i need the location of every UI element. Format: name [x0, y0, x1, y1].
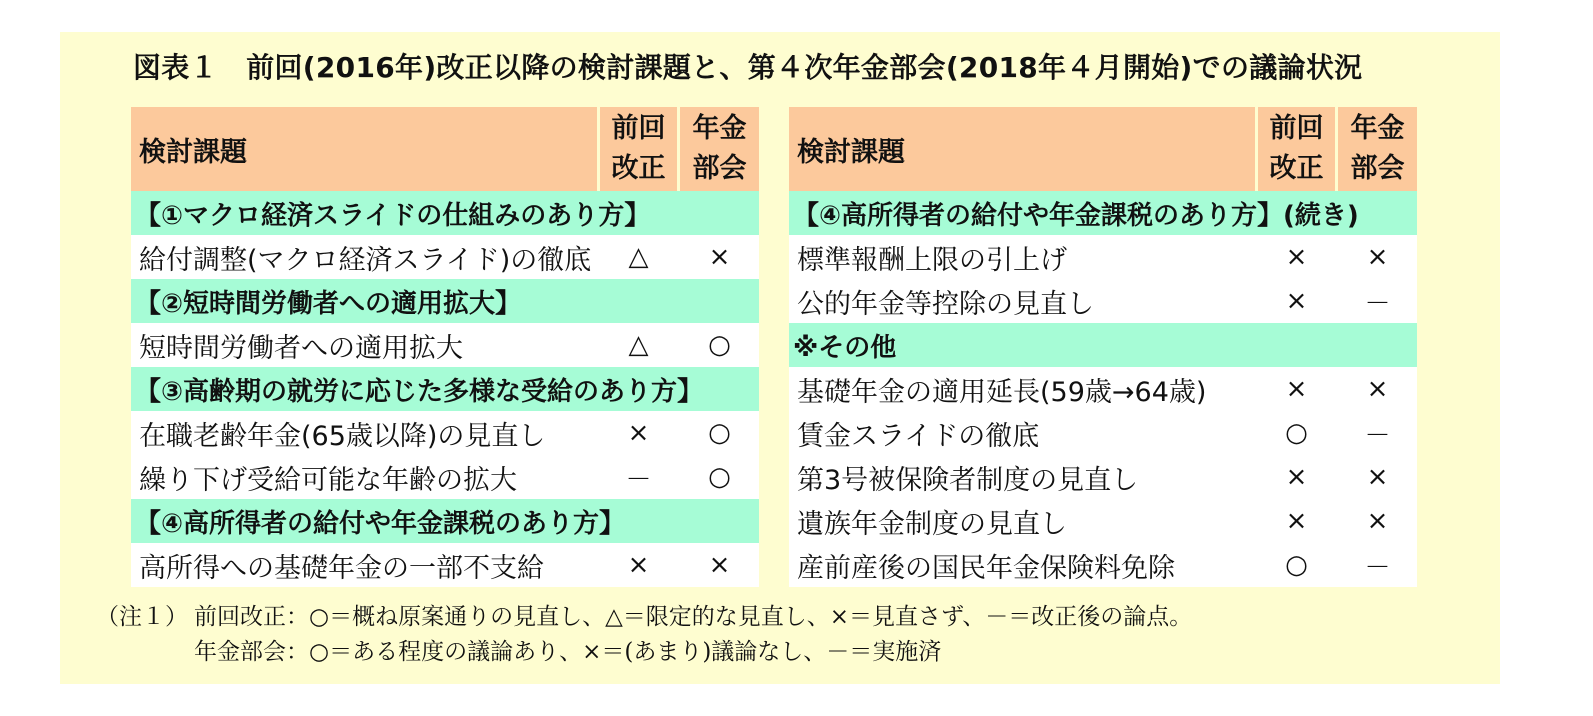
pension-panel-mark: －	[1364, 552, 1391, 583]
table-row	[131, 323, 759, 367]
pension-panel-mark: ×	[1366, 242, 1389, 272]
table-row	[789, 411, 1417, 455]
table-row	[789, 367, 1417, 411]
pension-panel-mark: －	[1364, 288, 1391, 319]
topic-cell: 短時間労働者への適用拡大	[139, 332, 463, 364]
table-row	[789, 499, 1417, 543]
table-row	[131, 455, 759, 499]
table-row	[131, 543, 759, 587]
footnote-label: （注１）	[96, 604, 188, 630]
table-header	[131, 107, 759, 191]
topic-cell: 高所得への基礎年金の一部不支給	[139, 552, 544, 584]
topic-cell: 第3号被保険者制度の見直し	[797, 464, 1139, 496]
left-table	[131, 107, 759, 587]
previous-revision-mark: －	[625, 464, 652, 495]
group-row	[131, 279, 759, 323]
previous-revision-mark: △	[628, 242, 649, 272]
header-previous-revision: 前回 改正	[1258, 107, 1335, 191]
pension-panel-mark: ○	[708, 418, 731, 448]
topic-cell: 賃金スライドの徹底	[797, 420, 1040, 452]
previous-revision-mark: ×	[1285, 506, 1308, 536]
pension-panel-mark: －	[1364, 420, 1391, 451]
previous-revision-mark: ○	[1285, 550, 1308, 580]
group-row	[131, 191, 759, 235]
group-label: 【④高所得者の給付や年金課税のあり方】(続き)	[793, 200, 1359, 231]
pension-panel-mark: ×	[1366, 506, 1389, 536]
table-row	[131, 235, 759, 279]
topic-cell: 基礎年金の適用延長(59歳→64歳)	[797, 376, 1207, 408]
footnote-text: 前回改正：○＝概ね原案通りの見直し、△＝限定的な見直し、×＝見直さず、－＝改正後の論点。	[194, 604, 1193, 630]
pension-panel-mark: ○	[708, 462, 731, 492]
pension-panel-mark: ×	[1366, 462, 1389, 492]
pension-panel-mark: ×	[708, 550, 731, 580]
table-row	[789, 543, 1417, 587]
group-label: 【②短時間労働者への適用拡大】	[135, 288, 522, 319]
previous-revision-mark: ×	[1285, 462, 1308, 492]
group-row	[131, 367, 759, 411]
previous-revision-mark: △	[628, 330, 649, 360]
topic-cell: 在職老齢年金(65歳以降)の見直し	[139, 420, 546, 452]
pension-panel-mark: ○	[708, 330, 731, 360]
footnote-text: 年金部会：○＝ある程度の議論あり、×＝(あまり)議論なし、－＝実施済	[194, 639, 942, 665]
figure-title: 図表１ 前回(2016年)改正以降の検討課題と、第４次年金部会(2018年４月開始)での議論状況	[133, 51, 1363, 84]
previous-revision-mark: ×	[1285, 242, 1308, 272]
table-row	[789, 235, 1417, 279]
previous-revision-mark: ×	[1285, 374, 1308, 404]
table-row	[789, 279, 1417, 323]
header-topic: 検討課題	[131, 107, 597, 191]
right-table	[789, 107, 1417, 587]
group-row	[131, 499, 759, 543]
header-topic: 検討課題	[789, 107, 1255, 191]
topic-cell: 繰り下げ受給可能な年齢の拡大	[139, 464, 517, 496]
group-row	[789, 191, 1417, 235]
topic-cell: 遺族年金制度の見直し	[797, 508, 1067, 540]
topic-cell: 産前産後の国民年金保険料免除	[797, 552, 1175, 584]
previous-revision-mark: ×	[627, 550, 650, 580]
previous-revision-mark: ×	[627, 418, 650, 448]
table-row	[789, 455, 1417, 499]
group-label: 【③高齢期の就労に応じた多様な受給のあり方】	[135, 376, 704, 407]
group-label: 【④高所得者の給付や年金課税のあり方】	[135, 508, 626, 539]
previous-revision-mark: ○	[1285, 418, 1308, 448]
table-row	[131, 411, 759, 455]
topic-cell: 公的年金等控除の見直し	[797, 288, 1094, 320]
header-pension-panel: 年金 部会	[1338, 107, 1417, 191]
pension-panel-mark: ×	[708, 242, 731, 272]
table-header	[789, 107, 1417, 191]
header-previous-revision: 前回 改正	[600, 107, 677, 191]
header-pension-panel: 年金 部会	[680, 107, 759, 191]
previous-revision-mark: ×	[1285, 286, 1308, 316]
topic-cell: 標準報酬上限の引上げ	[797, 244, 1067, 276]
group-label: ※その他	[793, 332, 897, 363]
pension-panel-mark: ×	[1366, 374, 1389, 404]
group-label: 【①マクロ経済スライドの仕組みのあり方】	[135, 200, 651, 231]
group-row	[789, 323, 1417, 367]
topic-cell: 給付調整(マクロ経済スライド)の徹底	[139, 244, 592, 276]
